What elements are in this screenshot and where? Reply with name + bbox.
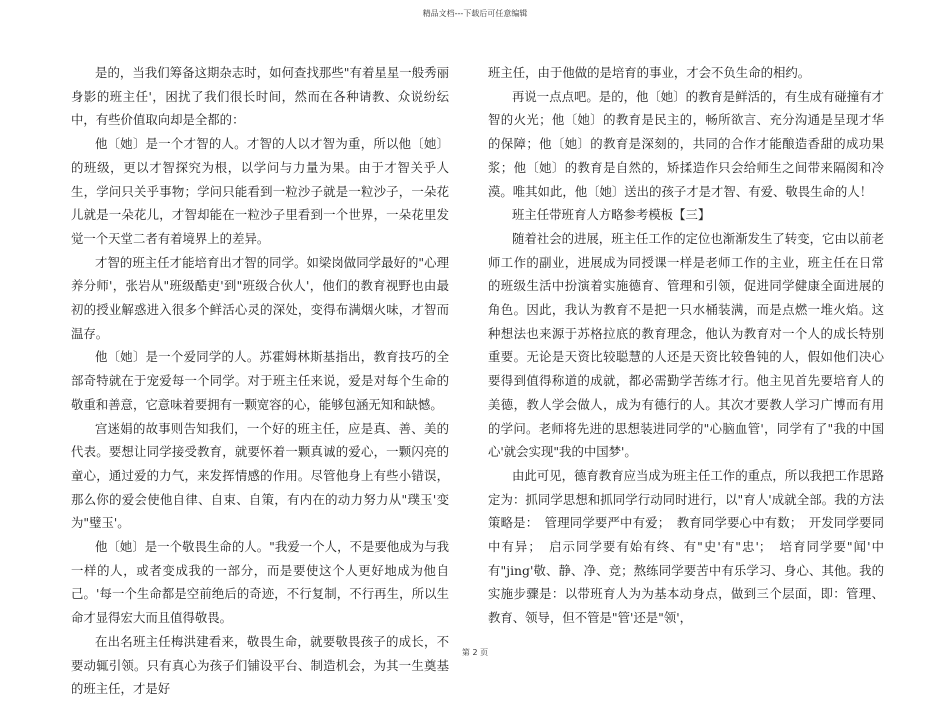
paragraph: 他〔她〕是一个爱同学的人。苏霍姆林斯基指出，教育技巧的全部奇特就在于宠爱每一个同学。对于班主任来说，爱是对每个生命的敬重和善意，它意味着要拥有一颗宽容的心，能够包涵无知和缺憾。	[71, 349, 449, 412]
page-number: 第 2 页	[461, 648, 489, 657]
paragraph: 是的，当我们筹备这期杂志时，如何查找那些"有着星星一般秀丽身影的班主任'，困扰了我们很长时间，然而在各种请教、众说纷纭中，有些价值取向却是全都的：	[71, 65, 449, 128]
left-column	[71, 61, 449, 701]
paragraph: 才智的班主任才能培育出才智的同学。如梁岗做同学最好的"心理养分师'，张岩从"班级酷吏'到"班级合伙人'，他们的教育视野也由最初的授业解惑进入很多个鲜活心灵的深处，变得布满烟火味，才智而温存。	[71, 254, 449, 341]
paragraph: 他〔她〕是一个敬畏生命的人。"我爱一个人，不是要他成为与我一样的人，或者变成我的一部分，而是要使这个人更好地成为他自己。'每一个生命都是空前绝后的奇迹，不行复制，不行再生，所以生命才显得宏大而且值得敬畏。	[71, 539, 449, 626]
paragraph: 班主任，由于他做的是培育的事业，才会不负生命的相约。	[488, 65, 811, 80]
page-header: 精品文档---下载后可任意编辑	[422, 9, 528, 18]
paragraph: 宫迷娟的故事则告知我们，一个好的班主任，应是真、善、美的代表。要想让同学接受教育，就要怀着一颗真诚的爱心，一颗闪亮的童心，通过爱的力气，来发挥情感的作用。尽管他身上有些小错误，那么你的爱会使他自律、自束、自策，有内在的动力努力从"璞玉'变为"璧玉'。	[71, 420, 449, 531]
section-heading: 班主任带班育人方略参考模板【三】	[512, 207, 711, 223]
paragraph: 随着社会的进展，班主任工作的定位也渐渐发生了转变，它由以前老师工作的副业，进展成为同授课一样是老师工作的主业，班主任在日常的班级生活中扮演着实施德育、管理和引领，促进同学健康全面进展的角色。因此，我认为教育不是把一只水桶装满，而是点燃一堆火焰。这种想法也来源于苏格拉底的教育理念，他认为教育对一个人的成长特别重要。无论是天资比较聪慧的人还是天资比较鲁钝的人，假如他们决心要得到值得称道的成就，都必需勤学苦练才行。他主见首先要培育人的美德，教人学会做人，成为有德行的人。其次才要教人学习广博而有用的学问。老师将先进的思想装进同学的"心脑血管'，同学有了"我的中国心'就会实现"我的中国梦'。	[488, 230, 884, 460]
paragraph: 再说一点点吧。是的，他〔她〕的教育是鲜活的，有生成有碰撞有才智的火光；他〔她〕的教育是民主的，畅所欲言、充分沟通是呈现才华的保障；他〔她〕的教育是深刻的，共同的合作才能酿造香甜的成功果浆；他〔她〕的教育是自然的，矫揉造作只会给师生之间带来隔阂和冷漠。唯其如此，他〔她〕送出的孩子才是才智、有爱、敬畏生命的人！	[488, 88, 884, 199]
paragraph: 在出名班主任梅洪建看来，敬畏生命，就要敬畏孩子的成长，不要动辄引领。只有真心为孩子们铺设平台、制造机会，为其一生奠基的班主任，才是好	[71, 633, 449, 697]
paragraph: 他〔她〕是一个才智的人。才智的人以才智为重，所以他〔她〕的班级，更以才智探究为根，以学问与力量为果。由于才智关乎人生，学问只关乎事物；学问只能看到一粒沙子就是一粒沙子，一朵花儿就是一朵花儿，才智却能在一粒沙子里看到一个世界，一朵花里发觉一个天堂二者有着境界上的差异。	[71, 136, 449, 246]
paragraph: 由此可见，德育教育应当成为班主任工作的重点，所以我把工作思路定为：抓同学思想和抓同学行动同时进行，以"育人'成就全部。我的方法策略是： 管理同学要严中有爱； 教育同学要心中有数； 开发同学要同中有异； 启示同学要有始有终、有"史'有"忠'； 培育同学要"闻'中有"jing'敬、静、净、竞；熬练同学要苦中有乐学习、身心、其他。我的实施步骤是：以带班育人为为基本动身点，做到三个层面，即：管理、教育、领导，但不管是"管'还是"领'，	[488, 467, 884, 626]
right-column	[488, 61, 884, 630]
